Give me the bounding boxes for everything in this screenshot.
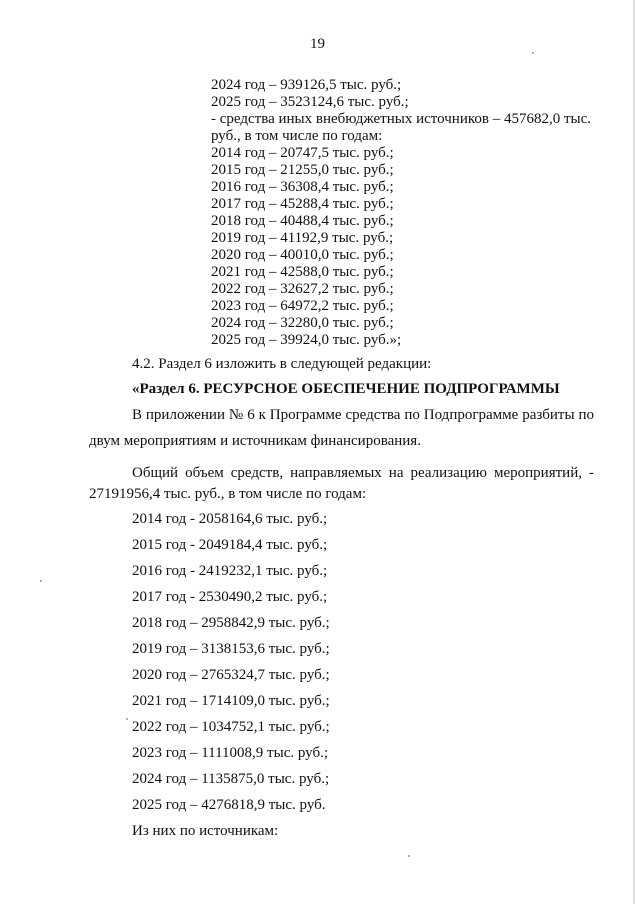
list-item: 2022 год – 1034752,1 тыс. руб.; bbox=[132, 719, 330, 735]
list-item: 2019 год – 41192,9 тыс. руб.; bbox=[211, 230, 394, 246]
section-intro: 4.2. Раздел 6 изложить в следующей редакции: bbox=[132, 356, 432, 372]
list-item: 2018 год – 2958842,9 тыс. руб.; bbox=[132, 615, 330, 631]
list-item: 2024 год – 939126,5 тыс. руб.; bbox=[211, 77, 402, 93]
list-item: - средства иных внебюджетных источников – 457682,0 тыс. bbox=[211, 111, 591, 127]
list-item: 2023 год – 64972,2 тыс. руб.; bbox=[211, 298, 394, 314]
paragraph-line: Общий объем средств, направляемых на реализацию мероприятий, - bbox=[132, 465, 594, 481]
list-item: 2016 год – 36308,4 тыс. руб.; bbox=[211, 179, 394, 195]
scan-speck bbox=[40, 580, 42, 582]
list-item: 2022 год – 32627,2 тыс. руб.; bbox=[211, 281, 394, 297]
list-item: 2015 год - 2049184,4 тыс. руб.; bbox=[132, 537, 328, 553]
list-item: 2025 год – 4276818,9 тыс. руб. bbox=[132, 797, 326, 813]
list-item: 2020 год – 40010,0 тыс. руб.; bbox=[211, 247, 394, 263]
list-item: 2024 год – 32280,0 тыс. руб.; bbox=[211, 315, 394, 331]
list-item: руб., в том числе по годам: bbox=[211, 128, 383, 144]
list-item: 2023 год – 1111008,9 тыс. руб.; bbox=[132, 745, 329, 761]
list-item: 2017 год - 2530490,2 тыс. руб.; bbox=[132, 589, 328, 605]
list-item: 2021 год – 1714109,0 тыс. руб.; bbox=[132, 693, 330, 709]
list-item: 2017 год – 45288,4 тыс. руб.; bbox=[211, 196, 394, 212]
paragraph-line: 27191956,4 тыс. руб., в том числе по годам: bbox=[89, 486, 367, 502]
scan-speck bbox=[408, 855, 410, 857]
scan-speck bbox=[532, 52, 534, 54]
section-heading: «Раздел 6. РЕСУРСНОЕ ОБЕСПЕЧЕНИЕ ПОДПРОГРАММЫ bbox=[132, 381, 560, 397]
list-item: 2014 год – 20747,5 тыс. руб.; bbox=[211, 145, 394, 161]
scan-speck bbox=[126, 718, 128, 720]
list-item: 2025 год – 39924,0 тыс. руб.»; bbox=[211, 332, 402, 348]
list-item: 2020 год – 2765324,7 тыс. руб.; bbox=[132, 667, 330, 683]
list-item: 2016 год - 2419232,1 тыс. руб.; bbox=[132, 563, 328, 579]
list-item: 2014 год - 2058164,6 тыс. руб.; bbox=[132, 511, 328, 527]
paragraph-line: двум мероприятиям и источникам финансирования. bbox=[89, 433, 421, 449]
list-item: 2021 год – 42588,0 тыс. руб.; bbox=[211, 264, 394, 280]
list-item: 2019 год – 3138153,6 тыс. руб.; bbox=[132, 641, 330, 657]
list-item: 2025 год – 3523124,6 тыс. руб.; bbox=[211, 94, 409, 110]
list-item: 2024 год – 1135875,0 тыс. руб.; bbox=[132, 771, 330, 787]
paragraph-line: В приложении № 6 к Программе средства по Подпрограмме разбиты по bbox=[132, 407, 594, 423]
list-item: 2015 год – 21255,0 тыс. руб.; bbox=[211, 162, 394, 178]
list-item: 2018 год – 40488,4 тыс. руб.; bbox=[211, 213, 394, 229]
closing-line: Из них по источникам: bbox=[132, 823, 279, 839]
page-number: 19 bbox=[310, 36, 325, 52]
